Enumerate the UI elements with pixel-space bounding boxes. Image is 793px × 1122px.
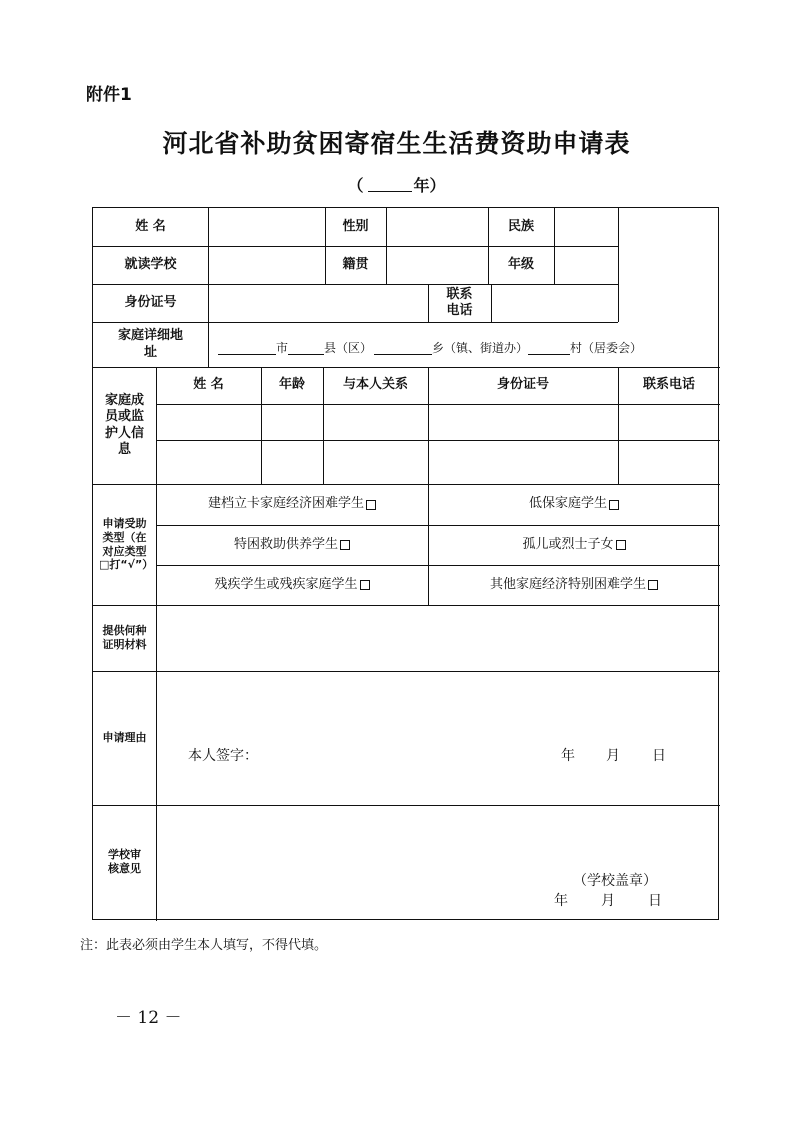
family-col-id: 身份证号 xyxy=(496,377,549,393)
reason-label: 申请理由 xyxy=(102,731,147,745)
aid-option-other[interactable] xyxy=(428,565,720,605)
addr-town: 乡（镇、街道办） xyxy=(432,341,529,355)
aid-option-tekun[interactable] xyxy=(156,525,428,565)
year-line xyxy=(0,173,793,196)
family-col-age: 年龄 xyxy=(278,377,305,393)
aid-option-disabled[interactable] xyxy=(156,565,428,605)
materials-label: 提供何种证明材料 xyxy=(102,624,147,651)
year-blank[interactable] xyxy=(368,177,412,192)
family-col-name: 姓 名 xyxy=(193,377,224,393)
id-number-field[interactable] xyxy=(208,284,428,322)
family-col-phone: 联系电话 xyxy=(642,377,695,393)
school-review-year: 年 xyxy=(554,893,568,910)
footnote: 注：此表必须由学生本人填写，不得代填。 xyxy=(80,938,328,953)
reason-signature-label: 本人签字： xyxy=(188,748,258,765)
aid-option-tekun-label: 特困救助供养学生 xyxy=(233,536,338,552)
year-suffix: 年） xyxy=(413,176,446,195)
photo-area xyxy=(618,208,720,322)
school-review-field[interactable] xyxy=(156,805,720,919)
aid-option-orphan-checkbox[interactable] xyxy=(616,540,626,550)
aid-option-disabled-label: 残疾学生或残疾家庭学生 xyxy=(214,576,358,592)
application-form-table xyxy=(92,207,719,920)
reason-month: 月 xyxy=(606,748,620,765)
form-title: 河北省补助贫困寄宿生生活费资助申请表 xyxy=(162,129,631,158)
reason-year: 年 xyxy=(561,748,575,765)
phone-field[interactable] xyxy=(491,284,618,322)
aid-option-disabled-checkbox[interactable] xyxy=(360,580,370,590)
aid-option-other-label: 其他家庭经济特别困难学生 xyxy=(489,576,646,592)
gender-label: 性别 xyxy=(342,218,369,234)
aid-option-tekun-checkbox[interactable] xyxy=(340,540,350,550)
aid-option-dibao-label: 低保家庭学生 xyxy=(528,496,607,512)
aid-option-dibao[interactable] xyxy=(428,484,720,525)
aid-option-dibao-checkbox[interactable] xyxy=(609,500,619,510)
school-review-label: 学校审核意见 xyxy=(108,848,141,875)
aid-type-section-label: 申请受助类型（在对应类型□打“√”） xyxy=(99,517,154,572)
school-review-month: 月 xyxy=(601,893,615,910)
address-label: 家庭详细地 址 xyxy=(117,328,183,360)
materials-field[interactable] xyxy=(156,605,720,671)
page-number: － 12 － xyxy=(115,1008,182,1028)
aid-option-jiandang[interactable] xyxy=(156,484,428,525)
reason-field[interactable] xyxy=(156,671,720,805)
aid-option-other-checkbox[interactable] xyxy=(648,580,658,590)
grade-field[interactable] xyxy=(554,246,618,284)
family-section-label: 家庭成员或监护人信息 xyxy=(105,393,145,457)
phone-label: 联系电话 xyxy=(446,286,473,318)
native-place-label: 籍贯 xyxy=(342,256,369,272)
grade-label: 年级 xyxy=(507,256,534,272)
year-open: （ xyxy=(347,176,364,195)
school-review-day: 日 xyxy=(648,893,662,910)
reason-day: 日 xyxy=(652,748,666,765)
school-seal-label: （学校盖章） xyxy=(573,873,657,890)
family-row-2[interactable] xyxy=(156,440,720,484)
school-field[interactable] xyxy=(208,246,325,284)
address-field[interactable] xyxy=(218,322,718,367)
addr-village: 村（居委会） xyxy=(570,341,643,355)
ethnicity-label: 民族 xyxy=(507,218,534,234)
addr-county: 县（区） xyxy=(324,341,373,355)
aid-option-jiandang-checkbox[interactable] xyxy=(366,500,376,510)
aid-option-orphan[interactable] xyxy=(428,525,720,565)
name-field[interactable] xyxy=(208,208,325,246)
family-row-1[interactable] xyxy=(156,404,720,440)
family-col-relation: 与本人关系 xyxy=(342,377,408,393)
gender-field[interactable] xyxy=(386,208,488,246)
ethnicity-field[interactable] xyxy=(554,208,618,246)
addr-city: 市 xyxy=(276,341,289,355)
id-number-label: 身份证号 xyxy=(124,294,177,310)
native-place-field[interactable] xyxy=(386,246,488,284)
attachment-label: 附件1 xyxy=(86,85,132,105)
aid-option-jiandang-label: 建档立卡家庭经济困难学生 xyxy=(207,496,364,512)
school-label: 就读学校 xyxy=(124,256,177,272)
name-label: 姓 名 xyxy=(135,218,166,234)
aid-option-orphan-label: 孤儿或烈士子女 xyxy=(522,536,614,552)
